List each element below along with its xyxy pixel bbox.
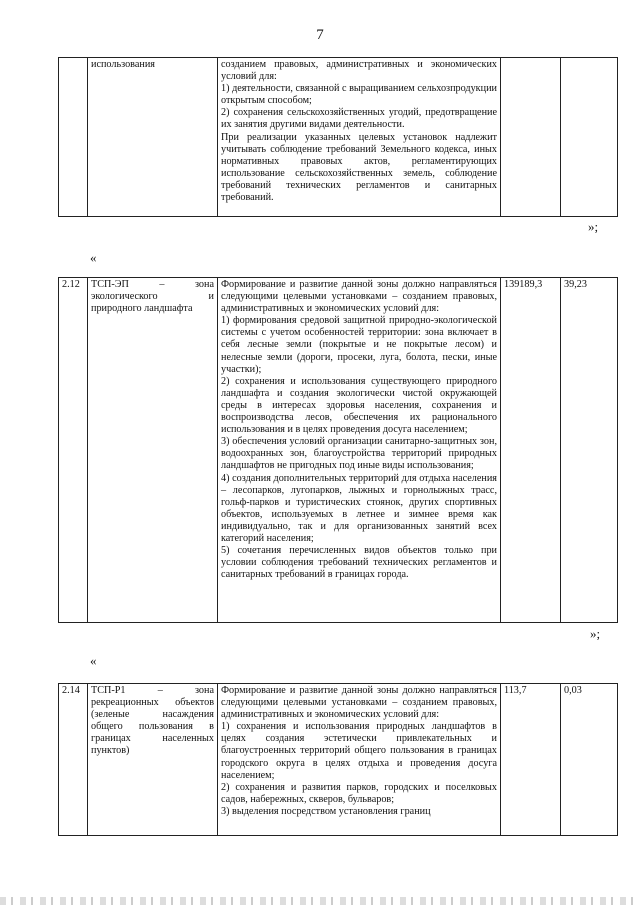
area-value: 113,7 bbox=[504, 685, 527, 696]
area-value: 139189,3 bbox=[504, 279, 543, 290]
zone-name-cell bbox=[88, 58, 218, 217]
area-cell bbox=[501, 684, 561, 836]
table-row-2-14 bbox=[58, 683, 618, 836]
zone-description-cell bbox=[218, 684, 501, 836]
table-previous-row bbox=[58, 57, 618, 217]
closing-quote: »; bbox=[590, 626, 601, 641]
opening-quote: « bbox=[90, 653, 97, 668]
description-paragraph: 5) сочетания перечисленных видов объектов только при условии соблюдения требований технических регламентов и санитарных требований в границах города. bbox=[221, 545, 497, 581]
description-paragraph: 2) сохранения и развития парков, городских и поселковых садов, набережных, скверов, бульваров; bbox=[221, 781, 497, 805]
zone-description-cell bbox=[218, 58, 501, 217]
row-number-cell bbox=[59, 278, 88, 623]
zone-name: ТСП-Р1 – зона рекреационных объектов (зеленые насаждения общего пользования в границах населенных пунктов) bbox=[91, 685, 214, 757]
page-number: 7 bbox=[316, 27, 324, 43]
closing-quote: »; bbox=[588, 219, 599, 234]
percent-cell bbox=[561, 684, 618, 836]
zone-description-cell bbox=[218, 278, 501, 623]
row-number: 2.14 bbox=[62, 685, 80, 696]
description-paragraph: 1) сохранения и использования природных ландшафтов в целях создания эстетически привлекательных и благоустроенных территорий общего пользования в границах городского округа в целях отдыха и проведения досуга населением; bbox=[221, 721, 497, 781]
area-cell bbox=[501, 278, 561, 623]
table-row-2-12 bbox=[58, 277, 618, 623]
zone-name-cell bbox=[88, 684, 218, 836]
description-paragraph: При реализации указанных целевых установок надлежит учитывать соблюдение требований Земельного кодекса, иных нормативных правовых актов, регламентирующих использование сельскохозяйственных земель, соблюдение требований технических регламентов и санитарных требований. bbox=[221, 131, 497, 204]
percent-value: 39,23 bbox=[564, 279, 587, 290]
zone-name-cell bbox=[88, 278, 218, 623]
zone-name: ТСП-ЭП – зона экологического и природного ландшафта bbox=[91, 279, 214, 315]
table-row bbox=[59, 684, 618, 836]
description-paragraph: Формирование и развитие данной зоны должно направляться следующими целевыми установками – созданием правовых, административных и экономических условий для: bbox=[221, 685, 497, 721]
row-number: 2.12 bbox=[62, 279, 80, 290]
description-paragraph: 3) обеспечения условий организации санитарно-защитных зон, водоохранных зон, благоустройства территорий природных ландшафтов не пригодных под иные виды использования; bbox=[221, 436, 497, 472]
description-paragraph: 3) выделения посредством установления границ bbox=[221, 805, 431, 817]
table-row bbox=[59, 278, 618, 623]
area-cell bbox=[501, 58, 561, 217]
description-paragraph: 1) формирования средовой защитной природно-экологической системы с учетом особенностей территории: зона включает в себя лесные земли (покрытые и не покрытые лесом) и нелесные земли (дороги, просеки, луга, болота, пески, иные участки); bbox=[221, 315, 497, 375]
scan-edge-artifact bbox=[0, 897, 640, 905]
row-number-cell bbox=[59, 684, 88, 836]
percent-value: 0,03 bbox=[564, 685, 582, 696]
zone-name: использования bbox=[91, 59, 155, 70]
description-paragraph: Формирование и развитие данной зоны должно направляться следующими целевыми установками – созданием правовых, административных и экономических условий для: bbox=[221, 279, 497, 315]
table-row bbox=[59, 58, 618, 217]
description-paragraph: 4) создания дополнительных территорий для отдыха населения – лесопарков, лугопарков, лыжных и горнолыжных трасс, гольф-парков и туристических стоянок, других спортивных объектов, используемых в летнее и зимнее время как индивидуально, так и для организованных занятий всех категорий населения; bbox=[221, 472, 497, 544]
percent-cell bbox=[561, 58, 618, 217]
row-number-cell bbox=[59, 58, 88, 217]
percent-cell bbox=[561, 278, 618, 623]
description-paragraph: 2) сохранения сельскохозяйственных угодий, предотвращение их занятия другими видами деятельности. bbox=[221, 107, 497, 131]
opening-quote: « bbox=[90, 250, 97, 265]
description-paragraph: 2) сохранения и использования существующего природного ландшафта и создания экологически чистой окружающей среды в интересах здоровья населения, сохранения и воспроизводства лесов, обеспечения их рационального использования и в целях проведения досуга населением; bbox=[221, 375, 497, 436]
description-paragraph: 1) деятельности, связанной с выращиванием сельхозпродукции открытым способом; bbox=[221, 83, 497, 107]
description-paragraph: созданием правовых, административных и экономических условий для: bbox=[221, 59, 497, 83]
